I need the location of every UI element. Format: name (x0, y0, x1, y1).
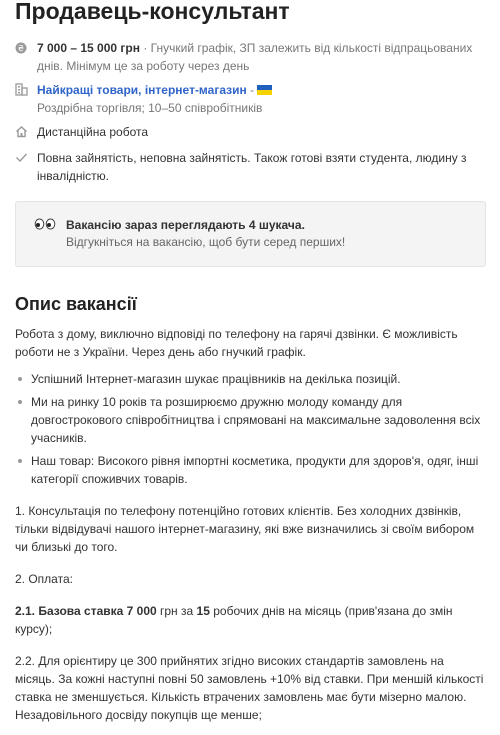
home-icon (15, 125, 31, 143)
vacancy-description (15, 325, 486, 724)
base-rate-rest: робочих днів на місяць (прив'язана до змін курсу); (15, 604, 453, 636)
salary-row (15, 39, 486, 75)
list-item: Успішний Інтернет-магазин шукає працівників на декілька позицій. (15, 370, 486, 388)
base-rate-mid: грн за (156, 604, 197, 618)
employment-row (15, 149, 486, 185)
list-item: Наш товар: Високого рівня імпортні косметика, продукти для здоров'я, одяг, інші категорії споживчих товарів. (15, 452, 486, 488)
vacancy-facts (15, 39, 486, 185)
description-item-2: 2. Оплата: (15, 572, 73, 586)
viewers-notice (15, 201, 486, 267)
description-item-2-1 (15, 602, 486, 638)
remote-row (15, 123, 486, 143)
salary-separator: · (139, 41, 151, 55)
company-row (15, 81, 486, 117)
svg-text:₴: ₴ (17, 44, 25, 53)
description-item-1: 1. Консультація по телефону потенційно готових клієнтів. Без холодних дзвінків, тільки відвідувачі нашого інтернет-магазину, які вже визначились зі своїм вибором чи близькі до того. (15, 504, 475, 554)
eyes-icon (34, 218, 66, 235)
list-item: Ми на ринку 10 років та розширюємо дружню молоду команду для довгострокового співробітництва і спрямовані на максимальне задоволення всіх учасників. (15, 393, 486, 447)
description-intro: Робота з дому, виключно відповіді по телефону на гарячі дзвінки. Є можливість роботи не з України. Через день або гнучкий графік. (15, 327, 458, 359)
viewers-call-to-action: Відгукніться на вакансію, щоб бути серед перших! (66, 235, 346, 249)
ukraine-flag-icon (257, 85, 272, 95)
flag-bottom (257, 90, 272, 95)
base-rate-days: 15 (196, 604, 210, 618)
description-item-2-2: 2.2. Для орієнтиру це 300 прийнятих згідно високих стандартів замовлень на місяць. За кожні наступні повні 50 замовлень +10% від ставки. При меншій кількості ставка не зменшується. Кількість втрачених замовлень має бути мізерно малою. Незадовільного досвіду покупців ще менше; (15, 654, 484, 722)
company-details: Роздрібна торгівля; 10–50 співробітників (37, 101, 263, 115)
company-link[interactable]: Найкращі товари, інтернет-магазин (37, 83, 247, 97)
viewers-count-text: Вакансію зараз переглядають 4 шукача. (66, 218, 305, 232)
salary-coin-icon (15, 41, 31, 59)
company-dash: - (246, 83, 258, 97)
building-icon (15, 83, 31, 101)
salary-amount: 7 000 – 15 000 грн (37, 41, 140, 55)
check-icon (15, 151, 31, 169)
salary-note: Гнучкий графік, ЗП залежить від кількості відпрацьованих днів. Мінімум це за роботу через день (37, 41, 473, 73)
page-title: Продавець-консультант (15, 0, 290, 24)
description-bullets (15, 370, 486, 488)
remote-label: Дистанційна робота (37, 125, 149, 139)
description-heading: Опис вакансії (15, 294, 137, 314)
employment-text: Повна зайнятість, неповна зайнятість. Також готові взяти студента, людину з інвалідністю. (37, 151, 467, 183)
base-rate-bold: 2.1. Базова ставка 7 000 (15, 604, 157, 618)
